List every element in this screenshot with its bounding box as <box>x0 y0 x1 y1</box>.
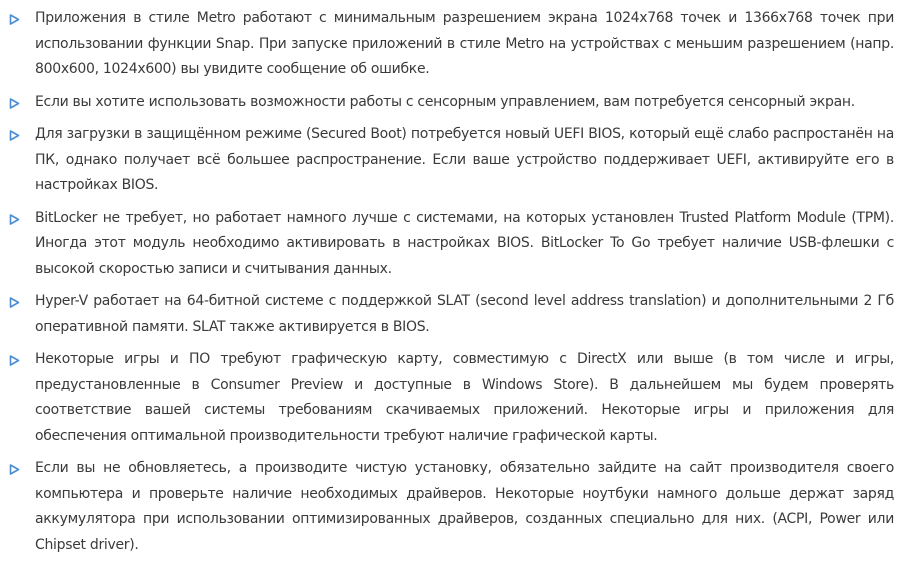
list-item-text: Если вы не обновляетесь, а производите чистую установку, обязательно зайдите на сайт производителя своего компьютера и проверьте наличие необходимых драйверов. Некоторые ноутбуки намного дольше держат заряд аккумулятора при использовании оптимизированных драйверов, созданных специально для них. (ACPI, Power или Chipset driver). <box>35 460 894 553</box>
bullet-triangle-icon <box>9 297 20 308</box>
list-item <box>0 206 908 283</box>
bullet-triangle-icon <box>9 14 20 25</box>
list-item-text: Приложения в стиле Metro работают с минимальным разрешением экрана 1024x768 точек и 1366x768 точек при использовании функции Snap. При запуске приложений в стиле Metro на устройствах с меньшим разрешением (напр. 800x600, 1024x600) вы увидите сообщение об ошибке. <box>35 10 894 77</box>
list-item <box>0 456 908 558</box>
requirements-list <box>0 6 908 565</box>
bullet-triangle-icon <box>9 214 20 225</box>
list-item-text: Если вы хотите использовать возможности работы с сенсорным управлением, вам потребуется сенсорный экран. <box>35 93 855 110</box>
list-item-text: Hyper-V работает на 64-битной системе с поддержкой SLAT (second level address translation) и дополнительными 2 Гб оперативной памяти. SLAT также активируется в BIOS. <box>35 293 894 335</box>
list-item <box>0 6 908 83</box>
bullet-triangle-icon <box>9 130 20 141</box>
list-item-text: Некоторые игры и ПО требуют графическую карту, совместимую с DirectX или выше (в том числе и игры, предустановленные в Consumer Preview и доступные в Windows Store). В дальнейшем мы будем проверять соответствие вашей системы требованиям скачиваемых приложений. Некоторые игры и приложения для обеспечения оптимальной производительности требуют наличие графической карты. <box>35 351 894 444</box>
list-item-text: BitLocker не требует, но работает намного лучше с системами, на которых установлен Trusted Platform Module (TPM). Иногда этот модуль необходимо активировать в настройках BIOS. BitLocker To Go требует наличие USB-флешки с высокой скоростью записи и считывания данных. <box>35 209 894 277</box>
list-item <box>0 90 908 116</box>
list-item-text: Для загрузки в защищённом режиме (Secured Boot) потребуется новый UEFI BIOS, который ещё слабо распростанён на ПК, однако получает всё большее распространение. Если ваше устройство поддерживает UEFI, активируйте его в настройках BIOS. <box>35 126 894 193</box>
bullet-triangle-icon <box>9 464 20 475</box>
list-item <box>0 347 908 449</box>
list-item <box>0 122 908 199</box>
bullet-triangle-icon <box>9 98 20 109</box>
list-item <box>0 289 908 340</box>
bullet-triangle-icon <box>9 355 20 366</box>
